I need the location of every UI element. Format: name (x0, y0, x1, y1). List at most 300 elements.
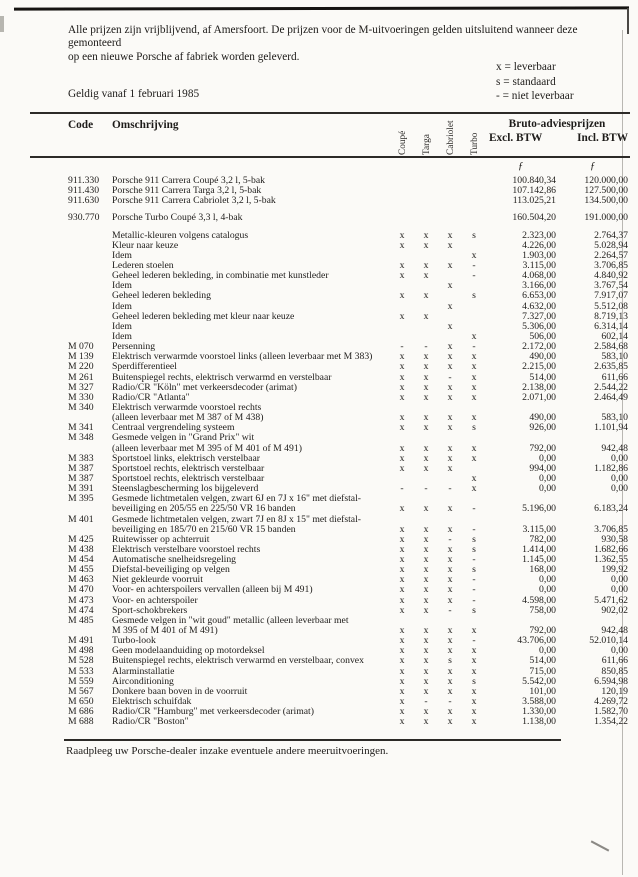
availability-mark: x (471, 412, 477, 424)
availability-mark: x (447, 341, 453, 353)
availability-mark: x (423, 412, 429, 424)
price-incl-btw: 942,48 (601, 442, 628, 454)
row-description: Radio/CR "Hamburg" met verkeersdecoder (arimat) (112, 707, 314, 718)
row-description: Elektrisch verstelbare voorstoel rechts (112, 544, 261, 555)
availability-mark: x (423, 604, 429, 616)
availability-mark: s (472, 422, 476, 434)
price-excl-btw: 101,00 (529, 685, 556, 697)
availability-mark: x (471, 442, 477, 454)
availability-mark: x (447, 351, 453, 363)
price-incl-btw: 0,00 (611, 472, 628, 484)
row-code: M 470 (68, 585, 94, 596)
availability-mark (414, 433, 438, 443)
row-description: Radio/CR "Atlanta" (112, 392, 190, 403)
row-code: M 463 (68, 575, 94, 586)
price-excl-btw: 5.542,00 (522, 675, 556, 687)
price-incl-btw: 902,02 (601, 604, 628, 616)
availability-mark: x (399, 259, 405, 271)
availability-mark: x (399, 675, 405, 687)
price-excl-btw: 506,00 (529, 330, 556, 342)
availability-mark: x (399, 685, 405, 697)
row-code (68, 281, 112, 291)
price-incl-btw: 1.582,70 (594, 706, 628, 718)
row-code: M 341 (68, 423, 94, 434)
row-code: 911.430 (68, 186, 100, 197)
row-description: Airconditioning (112, 676, 174, 687)
availability-mark (438, 196, 462, 206)
price-excl-btw: 168,00 (529, 564, 556, 576)
availability-mark: x (423, 371, 429, 383)
availability-mark: x (399, 533, 405, 545)
column-header-price-group: Bruto-adviesprijzen (508, 118, 606, 130)
price-incl-btw: 4.840,92 (594, 270, 628, 282)
row-code (68, 241, 112, 251)
availability-mark: x (447, 259, 453, 271)
availability-mark: x (423, 625, 429, 637)
availability-mark: - (424, 483, 428, 495)
row-code (68, 291, 112, 301)
currency-symbol-excl: ƒ (518, 161, 524, 172)
availability-mark: - (448, 483, 452, 495)
row-code: M 070 (68, 342, 94, 353)
row-code: M 391 (68, 484, 94, 495)
legend-symbol: s (496, 75, 501, 88)
column-header-excl-btw: Excl. BTW (489, 132, 543, 144)
row-code (68, 504, 112, 514)
availability-mark: s (472, 564, 476, 576)
availability-mark (438, 186, 462, 196)
column-header-code: Code (68, 119, 94, 131)
availability-mark: x (399, 604, 405, 616)
legend-equals: = (504, 61, 511, 73)
availability-mark: x (399, 696, 405, 708)
currency-symbol-row (68, 161, 628, 172)
table-rows (68, 176, 628, 727)
price-incl-btw: 199,92 (601, 564, 628, 576)
price-excl-btw: 107.142,86 (512, 185, 556, 197)
price-excl-btw: 514,00 (529, 371, 556, 383)
column-header-description: Omschrijving (112, 119, 179, 131)
table-row (68, 606, 628, 616)
availability-mark: - (400, 483, 404, 495)
row-code (68, 626, 112, 636)
price-excl-btw: 926,00 (529, 422, 556, 434)
row-code: M 387 (68, 463, 94, 474)
row-description: Alarminstallatie (112, 666, 175, 677)
scan-bottom-right-artifact (591, 840, 610, 851)
availability-mark: x (471, 472, 477, 484)
row-code: M 261 (68, 372, 94, 383)
row-code: M 401 (68, 514, 94, 525)
row-code: M 220 (68, 362, 94, 373)
availability-mark: x (399, 655, 405, 667)
price-incl-btw: 611,66 (601, 371, 628, 383)
price-excl-btw: 2.323,00 (522, 229, 556, 241)
column-header-coupe: Coupé (398, 130, 408, 155)
availability-mark: - (472, 259, 476, 271)
row-description: (alleen leverbaar met M 387 of M 438) (112, 413, 264, 424)
row-code (68, 322, 112, 332)
availability-mark: x (399, 361, 405, 373)
price-incl-btw: 120,19 (601, 685, 628, 697)
price-excl-btw: 5.196,00 (522, 503, 556, 515)
availability-mark: x (399, 391, 405, 403)
row-description: Porsche 911 Carrera Cabriolet 3,2 l, 5-bak (112, 196, 276, 207)
row-description: Kleur naar keuze (112, 240, 179, 251)
availability-mark: x (471, 483, 477, 495)
legend-item-leverbaar (496, 60, 574, 75)
availability-mark: x (447, 543, 453, 555)
availability-mark: s (472, 290, 476, 302)
price-incl-btw: 2.584,68 (594, 341, 628, 353)
price-incl-btw: 6.183,24 (594, 503, 628, 515)
availability-mark (462, 213, 486, 223)
availability-mark: x (471, 625, 477, 637)
row-description: Buitenspiegel rechts, elektrisch verwarmd en verstelbaar, convex (112, 656, 364, 667)
row-code: M 498 (68, 646, 94, 657)
price-excl-btw: 4.632,00 (522, 300, 556, 312)
scan-top-right-corner (627, 8, 629, 34)
availability-mark: x (423, 533, 429, 545)
row-code (68, 525, 112, 535)
scan-top-edge-line (14, 6, 629, 10)
availability-mark: x (423, 685, 429, 697)
row-code: M 455 (68, 565, 94, 576)
row-description: Sportstoel links, elektrisch verstelbaar (112, 453, 260, 464)
availability-mark: - (448, 533, 452, 545)
price-excl-btw: 6.653,00 (522, 290, 556, 302)
availability-mark: x (471, 452, 477, 464)
availability-mark: x (447, 594, 453, 606)
availability-mark: - (472, 574, 476, 586)
availability-mark: x (399, 310, 405, 322)
column-header-targa: Targa (422, 134, 432, 155)
availability-mark: x (447, 361, 453, 373)
row-code: M 387 (68, 473, 94, 484)
row-description: beveiliging en 185/70 en 215/60 VR 15 banden (112, 524, 296, 535)
availability-mark (462, 312, 486, 322)
row-description: Geheel lederen bekleding met kleur naar keuze (112, 311, 295, 322)
price-incl-btw: 5.512,08 (594, 300, 628, 312)
price-incl-btw: 1.101,94 (594, 422, 628, 434)
intro-line-1: Alle prijzen zijn vrijblijvend, af Amersfoort. De prijzen voor de M-uitvoeringen gelden uitsluitend wanneer deze gemonteerd (68, 24, 578, 50)
price-incl-btw: 1.682,66 (594, 543, 628, 555)
table-row (68, 393, 628, 403)
availability-mark: - (472, 594, 476, 606)
price-excl-btw: 4.598,00 (522, 594, 556, 606)
row-description: Donkere baan boven in de voorruit (112, 686, 248, 697)
row-code (68, 231, 112, 241)
availability-mark (390, 196, 414, 206)
availability-mark: x (423, 239, 429, 251)
row-description: Idem (112, 321, 132, 332)
legend-item-niet-leverbaar (496, 89, 574, 104)
availability-mark: - (472, 523, 476, 535)
row-description: Voor- en achterspoiler (112, 595, 198, 606)
price-excl-btw: 0,00 (539, 645, 556, 657)
price-incl-btw: 583,10 (601, 351, 628, 363)
price-incl-btw: 2.764,37 (594, 229, 628, 241)
price-excl-btw: 490,00 (529, 412, 556, 424)
row-description: Ruitewisser op achterruit (112, 534, 210, 545)
availability-mark: x (423, 655, 429, 667)
availability-mark: x (399, 503, 405, 515)
availability-mark: x (423, 716, 429, 728)
price-excl-btw: 0,00 (539, 574, 556, 586)
footer-note: Raadpleeg uw Porsche-dealer inzake eventuele andere meeruitvoeringen. (66, 745, 389, 757)
availability-mark: x (447, 635, 453, 647)
price-incl-btw: 6.314,14 (594, 320, 628, 332)
row-code: M 454 (68, 555, 94, 566)
availability-mark: x (447, 300, 453, 312)
availability-mark: x (423, 564, 429, 576)
row-description: Diefstal-beveiliging op velgen (112, 565, 230, 576)
row-description: Geheel lederen bekleding, in combinatie met kunstleder (112, 271, 329, 282)
availability-mark (438, 213, 462, 223)
price-excl-btw: 792,00 (529, 442, 556, 454)
availability-mark: x (399, 442, 405, 454)
availability-mark: x (471, 249, 477, 261)
availability-mark (438, 433, 462, 443)
availability-mark: x (399, 351, 405, 363)
price-incl-btw: 850,85 (601, 665, 628, 677)
row-code: M 327 (68, 382, 94, 393)
availability-mark: x (447, 554, 453, 566)
header-bottom-rule (30, 156, 630, 158)
availability-mark: x (399, 371, 405, 383)
availability-mark: x (423, 462, 429, 474)
availability-mark: x (399, 523, 405, 535)
price-incl-btw: 3.767,54 (594, 280, 628, 292)
availability-mark: x (423, 574, 429, 586)
availability-mark: x (423, 381, 429, 393)
price-excl-btw: 0,00 (539, 483, 556, 495)
availability-mark: - (448, 696, 452, 708)
availability-mark: x (447, 523, 453, 535)
footer-rule (64, 739, 561, 741)
price-incl-btw: 7.917,07 (594, 290, 628, 302)
availability-mark (414, 213, 438, 223)
availability-mark: - (448, 604, 452, 616)
legend-item-standaard (496, 75, 574, 90)
price-excl-btw: 5.306,00 (522, 320, 556, 332)
availability-mark: x (423, 452, 429, 464)
availability-mark: x (447, 716, 453, 728)
price-incl-btw: 930,58 (601, 533, 628, 545)
availability-mark: x (447, 462, 453, 474)
row-code: 911.630 (68, 196, 100, 207)
row-description: beveiliging en 205/55 en 225/50 VR 16 banden (112, 504, 296, 515)
legend-equals: = (503, 75, 510, 88)
availability-mark: x (471, 716, 477, 728)
availability-mark: x (471, 655, 477, 667)
availability-mark: x (423, 290, 429, 302)
price-excl-btw: 3.115,00 (522, 523, 556, 535)
availability-mark: - (448, 371, 452, 383)
price-excl-btw: 7.327,00 (522, 310, 556, 322)
price-excl-btw: 0,00 (539, 452, 556, 464)
column-header-incl-btw: Incl. BTW (577, 132, 628, 144)
availability-mark: x (423, 706, 429, 718)
row-description: Elektrisch verwarmde voorstoel links (alleen leverbaar met M 383) (112, 352, 373, 363)
availability-mark: x (399, 574, 405, 586)
row-description: Buitenspiegel rechts, elektrisch verwarmd en verstelbaar (112, 372, 332, 383)
availability-mark: x (399, 412, 405, 424)
price-excl-btw: 758,00 (529, 604, 556, 616)
availability-mark: x (423, 259, 429, 271)
availability-mark: x (399, 554, 405, 566)
legend-symbol: x (496, 61, 502, 73)
availability-mark: x (471, 685, 477, 697)
availability-mark: x (399, 645, 405, 657)
price-incl-btw: 5.471,62 (594, 594, 628, 606)
availability-mark: s (472, 229, 476, 241)
row-code: M 438 (68, 544, 94, 555)
availability-mark: x (471, 706, 477, 718)
row-description: Lederen stoelen (112, 260, 174, 271)
availability-mark: x (423, 270, 429, 282)
availability-mark (414, 176, 438, 186)
intro-paragraph (68, 24, 620, 64)
availability-mark: x (399, 625, 405, 637)
availability-mark: x (399, 584, 405, 596)
row-description: Niet gekleurde voorruit (112, 575, 203, 586)
row-code: M 533 (68, 666, 94, 677)
availability-mark: x (447, 229, 453, 241)
availability-mark (462, 433, 486, 443)
price-incl-btw: 52.010,14 (589, 635, 628, 647)
price-incl-btw (556, 433, 628, 443)
availability-mark: x (423, 310, 429, 322)
price-excl-btw: 994,00 (529, 462, 556, 474)
price-incl-btw: 127.500,00 (584, 185, 628, 197)
row-code (68, 271, 112, 281)
row-description: Geheel lederen bekleding (112, 291, 211, 302)
price-incl-btw: 1.354,22 (594, 716, 628, 728)
availability-mark: x (399, 229, 405, 241)
availability-mark: x (399, 564, 405, 576)
row-code: M 473 (68, 595, 94, 606)
price-incl-btw: 0,00 (611, 452, 628, 464)
row-description: Metallic-kleuren volgens catalogus (112, 230, 249, 241)
availability-mark (462, 196, 486, 206)
row-description: Steenslagbescherming los bijgeleverd (112, 484, 259, 495)
price-incl-btw: 6.594,98 (594, 675, 628, 687)
availability-mark (390, 176, 414, 186)
availability-mark: s (448, 655, 452, 667)
availability-mark: x (447, 574, 453, 586)
row-description: (alleen leverbaar met M 395 of M 401 of M 491) (112, 443, 302, 454)
column-header-cabriolet: Cabriolet (446, 120, 456, 155)
availability-mark: x (423, 645, 429, 657)
availability-mark: x (399, 270, 405, 282)
row-code: M 567 (68, 686, 94, 697)
availability-mark: x (399, 290, 405, 302)
price-excl-btw: 514,00 (529, 655, 556, 667)
row-code: M 395 (68, 494, 94, 505)
availability-mark: x (423, 675, 429, 687)
row-description: Gesmede velgen in "Grand Prix" wit (112, 433, 255, 444)
availability-mark (462, 302, 486, 312)
price-incl-btw: 2.464,49 (594, 391, 628, 403)
availability-mark: x (447, 422, 453, 434)
availability-mark: x (423, 361, 429, 373)
row-code (68, 444, 112, 454)
availability-mark: s (472, 533, 476, 545)
price-incl-btw: 0,00 (611, 584, 628, 596)
availability-mark: x (447, 381, 453, 393)
row-code (68, 251, 112, 261)
row-code: M 348 (68, 433, 94, 444)
availability-mark (462, 176, 486, 186)
price-excl-btw: 782,00 (529, 533, 556, 545)
scan-left-edge-mark (0, 16, 4, 32)
price-incl-btw: 1.362,55 (594, 554, 628, 566)
availability-mark: x (399, 422, 405, 434)
availability-mark: x (471, 391, 477, 403)
availability-mark (390, 186, 414, 196)
row-description: Idem (112, 250, 132, 261)
price-incl-btw: 611,66 (601, 655, 628, 667)
availability-mark: x (423, 391, 429, 403)
currency-symbol-incl: ƒ (590, 161, 596, 172)
availability-mark: x (447, 280, 453, 292)
row-code: M 650 (68, 697, 94, 708)
availability-mark: x (447, 564, 453, 576)
row-code: M 139 (68, 352, 94, 363)
availability-mark: x (471, 371, 477, 383)
legend-equals: = (502, 90, 509, 102)
row-description: Gesmede lichtmetalen velgen, zwart 7J en 8J x 15" met diefstal- (112, 514, 362, 525)
row-description: Elektrisch schuifdak (112, 697, 192, 708)
price-excl-btw: 3.115,00 (522, 259, 556, 271)
row-description: Sperdifferentieel (112, 362, 177, 373)
price-incl-btw: 134.500,00 (584, 195, 628, 207)
price-excl-btw: 2.172,00 (522, 341, 556, 353)
availability-mark: s (472, 604, 476, 616)
row-code: M 559 (68, 676, 94, 687)
price-excl-btw: 100.840,34 (512, 175, 556, 186)
row-description: Porsche 911 Carrera Coupé 3,2 l, 5-bak (112, 176, 265, 186)
availability-mark: x (471, 665, 477, 677)
price-excl-btw: 43.706,00 (517, 635, 556, 647)
price-excl-btw: 792,00 (529, 625, 556, 637)
price-excl-btw: 3.166,00 (522, 280, 556, 292)
availability-mark: x (447, 442, 453, 454)
price-excl-btw: 4.068,00 (522, 270, 556, 282)
price-excl-btw: 4.226,00 (522, 239, 556, 251)
availability-mark: x (399, 706, 405, 718)
availability-mark (390, 213, 414, 223)
availability-mark (390, 433, 414, 443)
availability-mark: x (423, 442, 429, 454)
price-excl-btw: 1.414,00 (522, 543, 556, 555)
availability-mark: x (447, 412, 453, 424)
row-code (68, 312, 112, 322)
row-description: Idem (112, 331, 132, 342)
header-top-rule (30, 112, 630, 114)
availability-mark: x (399, 635, 405, 647)
availability-mark: x (423, 422, 429, 434)
availability-mark: - (400, 341, 404, 353)
availability-mark: x (471, 351, 477, 363)
availability-mark: x (423, 584, 429, 596)
availability-mark: x (447, 625, 453, 637)
availability-mark: x (471, 330, 477, 342)
row-description: Porsche 911 Carrera Targa 3,2 l, 5-bak (112, 186, 262, 197)
row-description: M 395 of M 401 of M 491) (112, 626, 218, 637)
availability-mark (414, 196, 438, 206)
